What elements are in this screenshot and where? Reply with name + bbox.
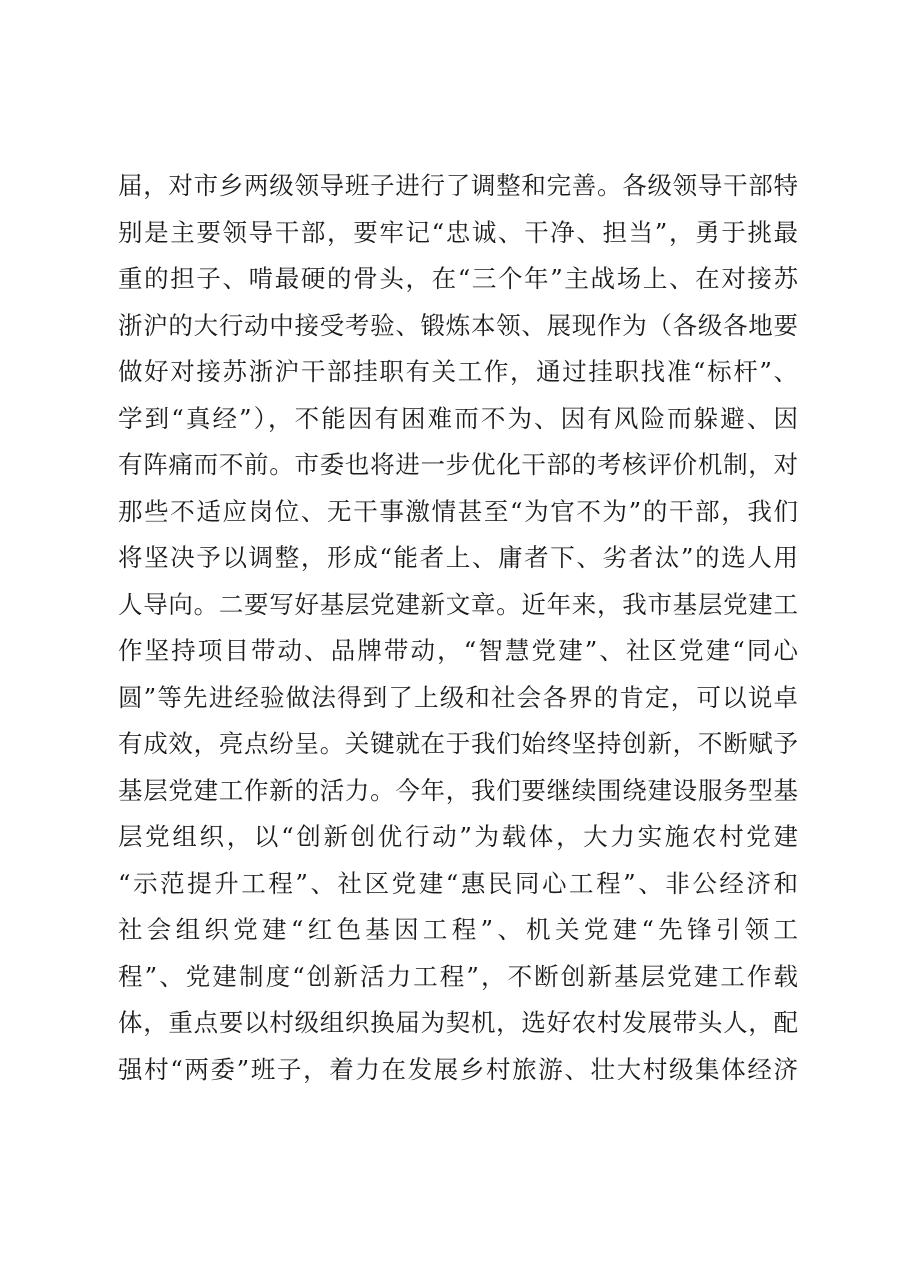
text-line: 届，对市乡两级领导班子进行了调整和完善。各级领导干部特 <box>118 171 798 200</box>
text-line: 将坚决予以调整，形成“能者上、庸者下、劣者汰”的选人用 <box>118 543 798 572</box>
text-line: 学到“真经”），不能因有困难而不为、因有风险而躲避、因 <box>118 403 798 433</box>
text-line: 有成效，亮点纷呈。关键就在于我们始终坚持创新，不断赋予 <box>118 729 798 758</box>
text-line: “示范提升工程”、社区党建“惠民同心工程”、非公经济和 <box>118 868 798 898</box>
text-line: 作坚持项目带动、品牌带动，“智慧党建”、社区党建“同心 <box>118 636 798 665</box>
text-line: 人导向。二要写好基层党建新文章。近年来，我市基层党建工 <box>118 589 798 619</box>
body-text <box>118 163 798 1093</box>
text-line: 圆”等先进经验做法得到了上级和社会各界的肯定，可以说卓 <box>118 682 798 712</box>
text-line: 体，重点要以村级组织换届为契机，选好农村发展带头人，配 <box>118 1008 798 1037</box>
text-line: 程”、党建制度“创新活力工程”，不断创新基层党建工作载 <box>118 961 798 991</box>
text-line: 做好对接苏浙沪干部挂职有关工作，通过挂职找准“标杆”、 <box>118 357 798 386</box>
text-line: 那些不适应岗位、无干事激情甚至“为官不为”的干部，我们 <box>118 496 798 526</box>
text-line: 有阵痛而不前。市委也将进一步优化干部的考核评价机制，对 <box>118 450 798 479</box>
text-line: 基层党建工作新的活力。今年，我们要继续围绕建设服务型基 <box>118 775 798 805</box>
text-line: 社会组织党建“红色基因工程”、机关党建“先锋引领工 <box>118 915 798 944</box>
text-line: 别是主要领导干部，要牢记“忠诚、干净、担当”，勇于挑最 <box>118 217 798 247</box>
text-line: 层党组织，以“创新创优行动”为载体，大力实施农村党建 <box>118 822 798 851</box>
text-line: 重的担子、啃最硬的骨头，在“三个年”主战场上、在对接苏 <box>118 264 798 293</box>
text-line: 强村“两委”班子，着力在发展乡村旅游、壮大村级集体经济 <box>118 1054 798 1084</box>
text-line: 浙沪的大行动中接受考验、锻炼本领、展现作为（各级各地要 <box>118 310 798 340</box>
